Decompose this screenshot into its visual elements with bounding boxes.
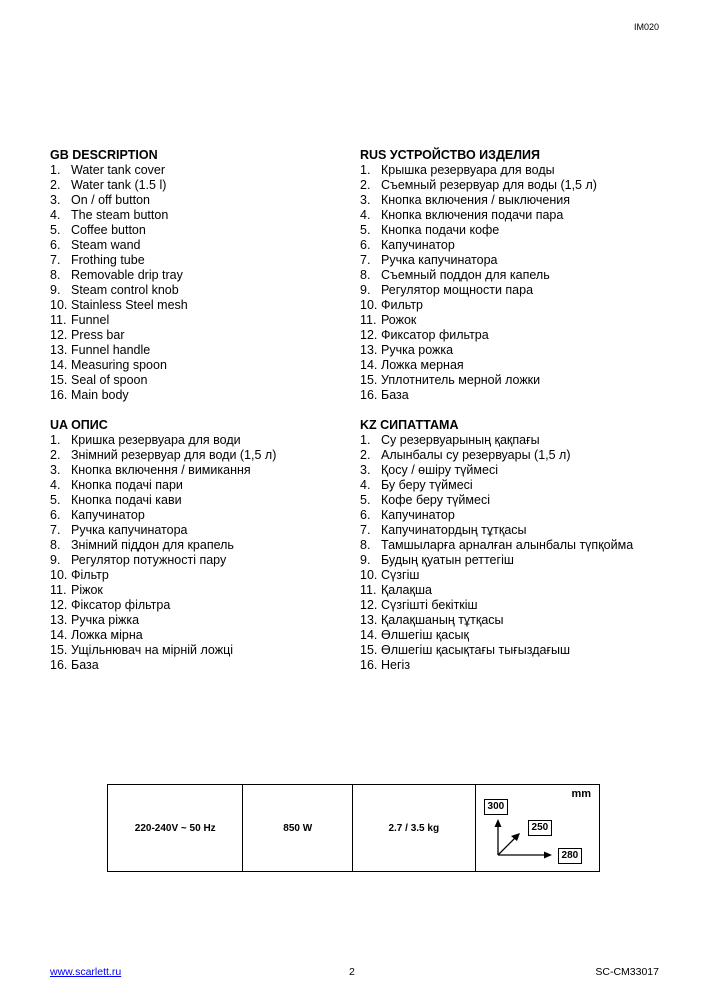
item-label: Water tank cover [71,163,166,177]
item-label: Ручка капучинатора [381,253,498,267]
list-item [50,433,380,448]
item-number: 10. [50,298,68,312]
list-item [50,463,380,478]
list-item [360,478,690,493]
item-label: Кнопка включения подачи пара [381,208,564,222]
item-label: Steam wand [71,238,141,252]
list-item [360,643,690,658]
model-number: SC-CM33017 [595,966,659,978]
item-label: Фіксатор фільтра [71,598,171,612]
list-item [50,178,380,193]
item-label: Бу беру түймесі [381,478,473,492]
item-number: 7. [50,253,61,267]
list-item [50,283,380,298]
page-number: 2 [349,966,355,978]
list-item [360,508,690,523]
item-number: 14. [50,628,68,642]
list-item [360,613,690,628]
item-number: 11. [50,583,67,597]
document-code: IM020 [633,22,659,32]
item-label: On / off button [71,193,150,207]
item-label: Қалақша [381,583,432,597]
item-label: Су резервуарының қақпағы [381,433,540,447]
list-item [360,628,690,643]
item-label: Кнопка включення / вимикання [71,463,251,477]
list-item [360,193,690,208]
item-number: 13. [360,613,378,627]
item-number: 15. [50,643,68,657]
item-number: 11. [50,313,67,327]
item-number: 12. [50,598,68,612]
list-item [50,238,380,253]
weight-value: 2.7 / 3.5 kg [388,822,440,834]
item-label: Frothing tube [71,253,145,267]
voltage-cell [108,785,243,871]
item-number: 7. [360,253,371,267]
list-item [50,448,380,463]
list-item [50,508,380,523]
section-title: UA ОПИС [50,418,108,432]
item-label: Seal of spoon [71,373,148,387]
item-number: 13. [360,343,378,357]
list-item [50,388,380,403]
item-number: 5. [50,223,61,237]
item-number: 12. [360,328,378,342]
item-label: Капучинатор [381,508,455,522]
list-item [50,313,380,328]
item-label: Water tank (1.5 l) [71,178,167,192]
list-item [360,358,690,373]
item-number: 6. [50,508,61,522]
item-number: 16. [360,658,378,672]
item-label: Капучинатор [381,238,455,252]
dimensions-cell [476,785,600,871]
item-label: Кнопка подачі пари [71,478,183,492]
item-number: 3. [360,463,371,477]
item-number: 2. [360,178,371,192]
item-label: Кнопка подачи кофе [381,223,500,237]
item-label: Steam control knob [71,283,179,297]
item-number: 3. [50,463,61,477]
item-label: Ложка мірна [71,628,143,642]
list-item [360,298,690,313]
list-item [50,643,380,658]
item-label: Stainless Steel mesh [71,298,188,312]
list-item [50,298,380,313]
item-label: Негіз [381,658,411,672]
list-item [360,583,690,598]
item-label: Фильтр [381,298,423,312]
item-label: Капучинатор [71,508,145,522]
item-number: 8. [360,268,371,282]
list-item [50,553,380,568]
list-item [360,208,690,223]
list-item [360,463,690,478]
item-number: 9. [360,283,371,297]
item-number: 2. [50,448,61,462]
item-label: База [381,388,409,402]
specifications-table [107,784,600,872]
item-number: 14. [360,358,378,372]
item-number: 9. [360,553,371,567]
item-number: 3. [360,193,371,207]
item-number: 4. [360,208,371,222]
item-label: Кнопка включения / выключения [381,193,571,207]
list-item [50,268,380,283]
list-item [50,343,380,358]
item-label: Рожок [381,313,417,327]
item-number: 8. [50,268,61,282]
item-number: 4. [50,208,61,222]
unit-label: mm [571,788,592,800]
item-label: Funnel handle [71,343,151,357]
section-kz [360,418,690,673]
list-item [360,538,690,553]
item-label: Будың қуатын реттегіш [381,553,514,567]
list-item [50,538,380,553]
item-label: Ручка рожка [381,343,454,357]
list-item [50,613,380,628]
power-value: 850 W [283,822,313,834]
item-number: 7. [50,523,61,537]
item-number: 11. [360,313,377,327]
item-number: 12. [50,328,68,342]
item-label: Алынбалы су резервуары (1,5 л) [381,448,571,462]
item-label: Өлшегіш қасық [381,628,469,642]
item-number: 7. [360,523,371,537]
weight-cell [353,785,476,871]
width-dimension: 280 [558,848,583,864]
list-item [50,373,380,388]
item-label: Регулятор потужності пару [71,553,227,567]
list-item [360,178,690,193]
item-number: 16. [360,388,378,402]
item-number: 8. [360,538,371,552]
list-item [360,313,690,328]
item-number: 14. [50,358,68,372]
item-label: Қосу / өшіру түймесі [381,463,498,477]
list-item [360,343,690,358]
list-item [50,163,380,178]
item-label: Капучинатордың тұтқасы [381,523,527,537]
item-label: Уплотнитель мерной ложки [381,373,541,387]
item-number: 11. [360,583,377,597]
item-label: Ручка ріжка [71,613,140,627]
list-item [50,568,380,583]
item-number: 8. [50,538,61,552]
list-item [50,208,380,223]
list-item [50,253,380,268]
item-label: Сүзгішті бекіткіш [381,598,478,612]
item-number: 13. [50,613,68,627]
item-number: 16. [50,388,68,402]
item-label: Main body [71,388,129,402]
item-label: Measuring spoon [71,358,167,372]
list-item [360,598,690,613]
item-number: 10. [50,568,68,582]
item-number: 5. [360,223,371,237]
item-number: 15. [360,373,378,387]
item-number: 6. [360,508,371,522]
item-label: Кнопка подачі кави [71,493,182,507]
item-label: Фиксатор фильтра [381,328,489,342]
item-number: 3. [50,193,61,207]
list-item [360,163,690,178]
item-label: Съемный поддон для капель [381,268,550,282]
section-ua [50,418,380,673]
list-item [360,433,690,448]
list-item [360,658,690,673]
list-item [360,328,690,343]
item-label: Кришка резервуара для води [71,433,241,447]
item-label: Coffee button [71,223,146,237]
item-number: 14. [360,628,378,642]
list-item [360,448,690,463]
item-label: The steam button [71,208,169,222]
item-label: Removable drip tray [71,268,183,282]
item-number: 1. [50,163,61,177]
item-number: 12. [360,598,378,612]
item-number: 6. [50,238,61,252]
item-number: 9. [50,553,61,567]
list-item [360,553,690,568]
section-gb [50,148,380,403]
item-number: 9. [50,283,61,297]
item-number: 1. [50,433,61,447]
list-item [360,223,690,238]
item-label: Знімний піддон для крапель [71,538,234,552]
item-number: 2. [50,178,61,192]
item-number: 1. [360,433,371,447]
section-title: KZ СИПАТТАМА [360,418,459,432]
depth-dimension: 250 [528,820,553,836]
section-rus [360,148,690,403]
list-item [360,493,690,508]
list-item [50,493,380,508]
list-item [360,523,690,538]
item-number: 15. [50,373,68,387]
item-label: Ущільнювач на мірній ложці [71,643,234,657]
item-number: 4. [50,478,61,492]
list-item [360,268,690,283]
item-number: 10. [360,298,378,312]
item-label: Кофе беру түймесі [381,493,490,507]
item-label: Ріжок [71,583,103,597]
list-item [50,583,380,598]
parts-list [360,163,690,403]
section-title: RUS УСТРОЙСТВО ИЗДЕЛИЯ [360,148,540,162]
item-number: 16. [50,658,68,672]
list-item [50,598,380,613]
list-item [50,523,380,538]
item-number: 13. [50,343,68,357]
parts-list [360,433,690,673]
item-label: Съемный резервуар для воды (1,5 л) [381,178,597,192]
list-item [360,238,690,253]
item-label: Press bar [71,328,125,342]
item-label: Funnel [71,313,110,327]
parts-list [50,163,380,403]
list-item [360,253,690,268]
item-label: Сүзгіш [381,568,420,582]
list-item [50,478,380,493]
list-item [50,658,380,673]
item-number: 4. [360,478,371,492]
list-item [360,388,690,403]
item-label: Ручка капучинатора [71,523,188,537]
list-item [50,223,380,238]
list-item [360,568,690,583]
item-number: 2. [360,448,371,462]
item-label: Фільтр [71,568,109,582]
item-number: 6. [360,238,371,252]
parts-list [50,433,380,673]
item-label: Ложка мерная [381,358,464,372]
item-label: Өлшегіш қасықтағы тығыздағыш [381,643,571,657]
list-item [50,328,380,343]
item-label: Регулятор мощности пара [381,283,534,297]
item-label: База [71,658,99,672]
item-number: 10. [360,568,378,582]
item-number: 1. [360,163,371,177]
section-title: GB DESCRIPTION [50,148,158,162]
power-cell [243,785,353,871]
list-item [50,193,380,208]
list-item [50,358,380,373]
item-label: Знімний резервуар для води (1,5 л) [71,448,277,462]
voltage-value: 220-240V ~ 50 Hz [134,822,216,834]
height-dimension: 300 [484,799,509,815]
item-number: 5. [360,493,371,507]
list-item [50,628,380,643]
list-item [360,373,690,388]
item-label: Тамшыларға арналған алынбалы түпқойма [381,538,634,552]
item-label: Қалақшаның тұтқасы [381,613,504,627]
list-item [360,283,690,298]
item-number: 15. [360,643,378,657]
item-label: Крышка резервуара для воды [381,163,555,177]
website-link[interactable]: www.scarlett.ru [50,966,122,978]
item-number: 5. [50,493,61,507]
